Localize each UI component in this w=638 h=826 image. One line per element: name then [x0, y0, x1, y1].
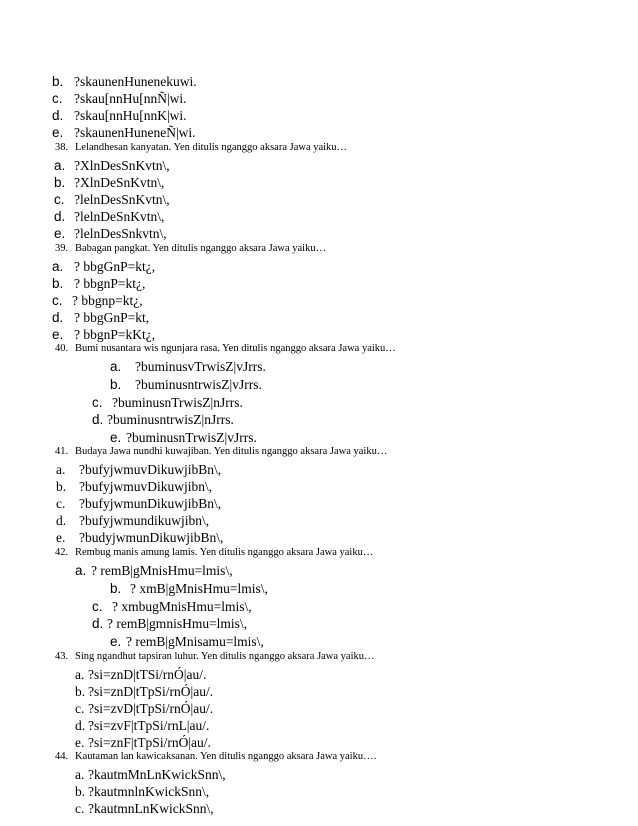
option-text: ? bbgGnP=kt¿,	[74, 259, 156, 274]
option-label: d.	[92, 412, 104, 427]
option-label: c.	[75, 801, 85, 816]
option-label: c.	[92, 599, 103, 614]
question-text: Bumi nusantara wis ngunjara rasa. Yen ditulis nganggo aksara Jawa yaiku…	[75, 343, 396, 354]
option-label: d.	[56, 513, 67, 528]
q43-option-e	[75, 736, 211, 750]
option-text: ?skaunenHuneneÑ|wi.	[74, 125, 196, 140]
question-text: Rembug manis amung lamis. Yen ditulis nganggo aksara Jawa yaiku…	[75, 547, 374, 558]
option-text: ?bufyjwmunDikuwjibBn\,	[79, 496, 222, 511]
q37-option-d	[52, 109, 187, 123]
q38-option-e	[54, 227, 167, 241]
question-42	[55, 548, 373, 559]
option-text: ?skau[nnHu[nnK|wi.	[74, 108, 187, 123]
q38-option-d	[54, 210, 164, 224]
option-label: b.	[75, 784, 86, 799]
q38-option-a	[54, 159, 170, 173]
option-label: e.	[56, 530, 66, 545]
option-label: c.	[52, 91, 63, 106]
question-43	[55, 652, 375, 663]
option-text: ?si=znD|tTSi/rnÓ|au/.	[88, 667, 207, 682]
option-label: d.	[54, 209, 66, 224]
q43-option-c	[75, 702, 213, 716]
option-label: b.	[54, 175, 66, 190]
option-text: ?kautmMnLnKwickSnn\,	[88, 767, 226, 782]
question-number: 39.	[55, 243, 69, 254]
q37-option-c	[52, 92, 187, 106]
q41-option-b	[56, 480, 212, 494]
option-label: e.	[110, 634, 122, 649]
option-text: ? xmB|gMnisHmu=lmis\,	[130, 581, 268, 596]
option-text: ?si=zvD|tTpSi/rnÓ|au/.	[88, 701, 214, 716]
q37-option-b	[52, 75, 197, 89]
option-text: ?bufyjwmuvDikuwjibBn\,	[79, 462, 222, 477]
option-label: e.	[75, 735, 85, 750]
q39-option-d	[52, 311, 149, 325]
option-text: ?kautmnLnKwickSnn\,	[88, 801, 214, 816]
option-label: a.	[75, 767, 85, 782]
q41-option-a	[56, 463, 221, 477]
option-text: ? bbgnP=kKt¿,	[74, 327, 156, 342]
option-text: ?XlnDeSnKvtn\,	[74, 175, 165, 190]
question-text: Babagan pangkat. Yen ditulis nganggo aksara Jawa yaiku…	[75, 243, 327, 254]
option-label: a.	[75, 667, 85, 682]
option-label: b.	[52, 74, 64, 89]
question-number: 38.	[55, 142, 69, 153]
option-text: ? bbgnp=kt¿,	[72, 293, 143, 308]
option-label: a.	[75, 563, 87, 578]
q43-option-a	[75, 668, 206, 682]
question-number: 44.	[55, 751, 69, 762]
q40-option-d	[92, 413, 234, 427]
option-label: c.	[54, 192, 65, 207]
option-text: ? bbgnP=kt¿,	[74, 276, 146, 291]
q40-option-b	[110, 378, 262, 392]
option-label: b.	[110, 377, 122, 392]
q39-option-a	[52, 260, 155, 274]
option-text: ?bufyjwmuvDikuwjibn\,	[79, 479, 213, 494]
q41-option-d	[56, 514, 209, 528]
option-text: ? remB|gMnisHmu=lmis\,	[91, 563, 233, 578]
q43-option-b	[75, 685, 213, 699]
q40-option-a	[110, 360, 266, 374]
question-number: 43.	[55, 651, 69, 662]
option-text: ?lelnDesSnkvtn\,	[74, 226, 167, 241]
option-text: ?buminusntrwisZ|vJrrs.	[135, 377, 262, 392]
q43-option-d	[75, 719, 209, 733]
q40-option-e	[110, 431, 257, 445]
option-label: b.	[110, 581, 122, 596]
option-label: e.	[110, 430, 122, 445]
option-label: b.	[52, 276, 64, 291]
option-label: e.	[54, 226, 66, 241]
option-text: ? remB|gmnisHmu=lmis\,	[107, 616, 248, 631]
q42-option-d	[92, 617, 247, 631]
q38-option-b	[54, 176, 164, 190]
question-number: 42.	[55, 547, 69, 558]
option-label: b.	[75, 684, 86, 699]
option-text: ? xmbugMnisHmu=lmis\,	[112, 599, 252, 614]
question-text: Lelandhesan kanyatan. Yen ditulis nganggo aksara Jawa yaiku…	[75, 142, 348, 153]
q44-option-b	[75, 785, 209, 799]
question-39	[55, 244, 326, 255]
option-text: ?XlnDesSnKvtn\,	[74, 158, 170, 173]
q44-option-a	[75, 768, 226, 782]
question-44	[55, 752, 376, 763]
question-38	[55, 143, 347, 154]
option-label: d.	[52, 310, 64, 325]
question-text: Budaya Jawa nundhi kuwajiban. Yen ditulis nganggo aksara Jawa yaiku…	[75, 446, 388, 457]
option-text: ?skau[nnHu[nnÑ|wi.	[74, 91, 187, 106]
option-label: a.	[110, 359, 122, 374]
option-label: d.	[92, 616, 104, 631]
q39-option-b	[52, 277, 145, 291]
option-text: ?buminusntrwisZ|nJrrs.	[107, 412, 234, 427]
option-text: ?lelnDeSnKvtn\,	[74, 209, 165, 224]
option-label: d.	[52, 108, 64, 123]
q41-option-e	[56, 531, 223, 545]
q39-option-e	[52, 328, 155, 342]
q37-option-e	[52, 126, 196, 140]
q42-option-b	[110, 582, 268, 596]
option-text: ?lelnDesSnKvtn\,	[74, 192, 170, 207]
option-label: b.	[56, 479, 67, 494]
question-40	[55, 344, 396, 355]
option-text: ?si=znD|tTpSi/rnÓ|au/.	[88, 684, 214, 699]
q41-option-c	[56, 497, 221, 511]
option-label: d.	[75, 718, 86, 733]
q38-option-c	[54, 193, 170, 207]
option-text: ?buminusnTrwisZ|nJrrs.	[112, 395, 243, 410]
option-text: ?skaunenHunenekuwi.	[74, 74, 197, 89]
question-text: Sing ngandhut tapsiran luhur. Yen ditulis nganggo aksara Jawa yaiku…	[75, 651, 375, 662]
option-label: c.	[92, 395, 103, 410]
option-text: ?buminusnTrwisZ|vJrrs.	[126, 430, 257, 445]
q42-option-a	[75, 564, 233, 578]
option-text: ?budyjwmunDikuwjibBn\,	[79, 530, 224, 545]
q44-option-c	[75, 802, 214, 816]
option-label: c.	[56, 496, 66, 511]
option-text: ? remB|gMnisamu=lmis\,	[126, 634, 264, 649]
option-label: c.	[75, 701, 85, 716]
option-label: c.	[52, 293, 63, 308]
option-label: a.	[56, 462, 66, 477]
q42-option-c	[92, 600, 252, 614]
option-text: ?si=znF|tTpSi/rnÓ|au/.	[88, 735, 211, 750]
q40-option-c	[92, 396, 243, 410]
option-label: e.	[52, 327, 64, 342]
option-text: ?buminusvTrwisZ|vJrrs.	[135, 359, 266, 374]
question-number: 40.	[55, 343, 69, 354]
question-number: 41.	[55, 446, 69, 457]
question-41	[55, 447, 387, 458]
q42-option-e	[110, 635, 264, 649]
question-text: Kautaman lan kawicaksanan. Yen ditulis nganggo aksara Jawa yaiku….	[75, 751, 377, 762]
option-text: ?kautmnlnKwickSnn\,	[88, 784, 210, 799]
option-label: a.	[54, 158, 66, 173]
option-text: ?si=zvF|tTpSi/rnL|au/.	[88, 718, 210, 733]
q39-option-c	[52, 294, 143, 308]
option-label: e.	[52, 125, 64, 140]
option-label: a.	[52, 259, 64, 274]
option-text: ?bufyjwmundikuwjibn\,	[79, 513, 210, 528]
option-text: ? bbgGnP=kt,	[74, 310, 150, 325]
